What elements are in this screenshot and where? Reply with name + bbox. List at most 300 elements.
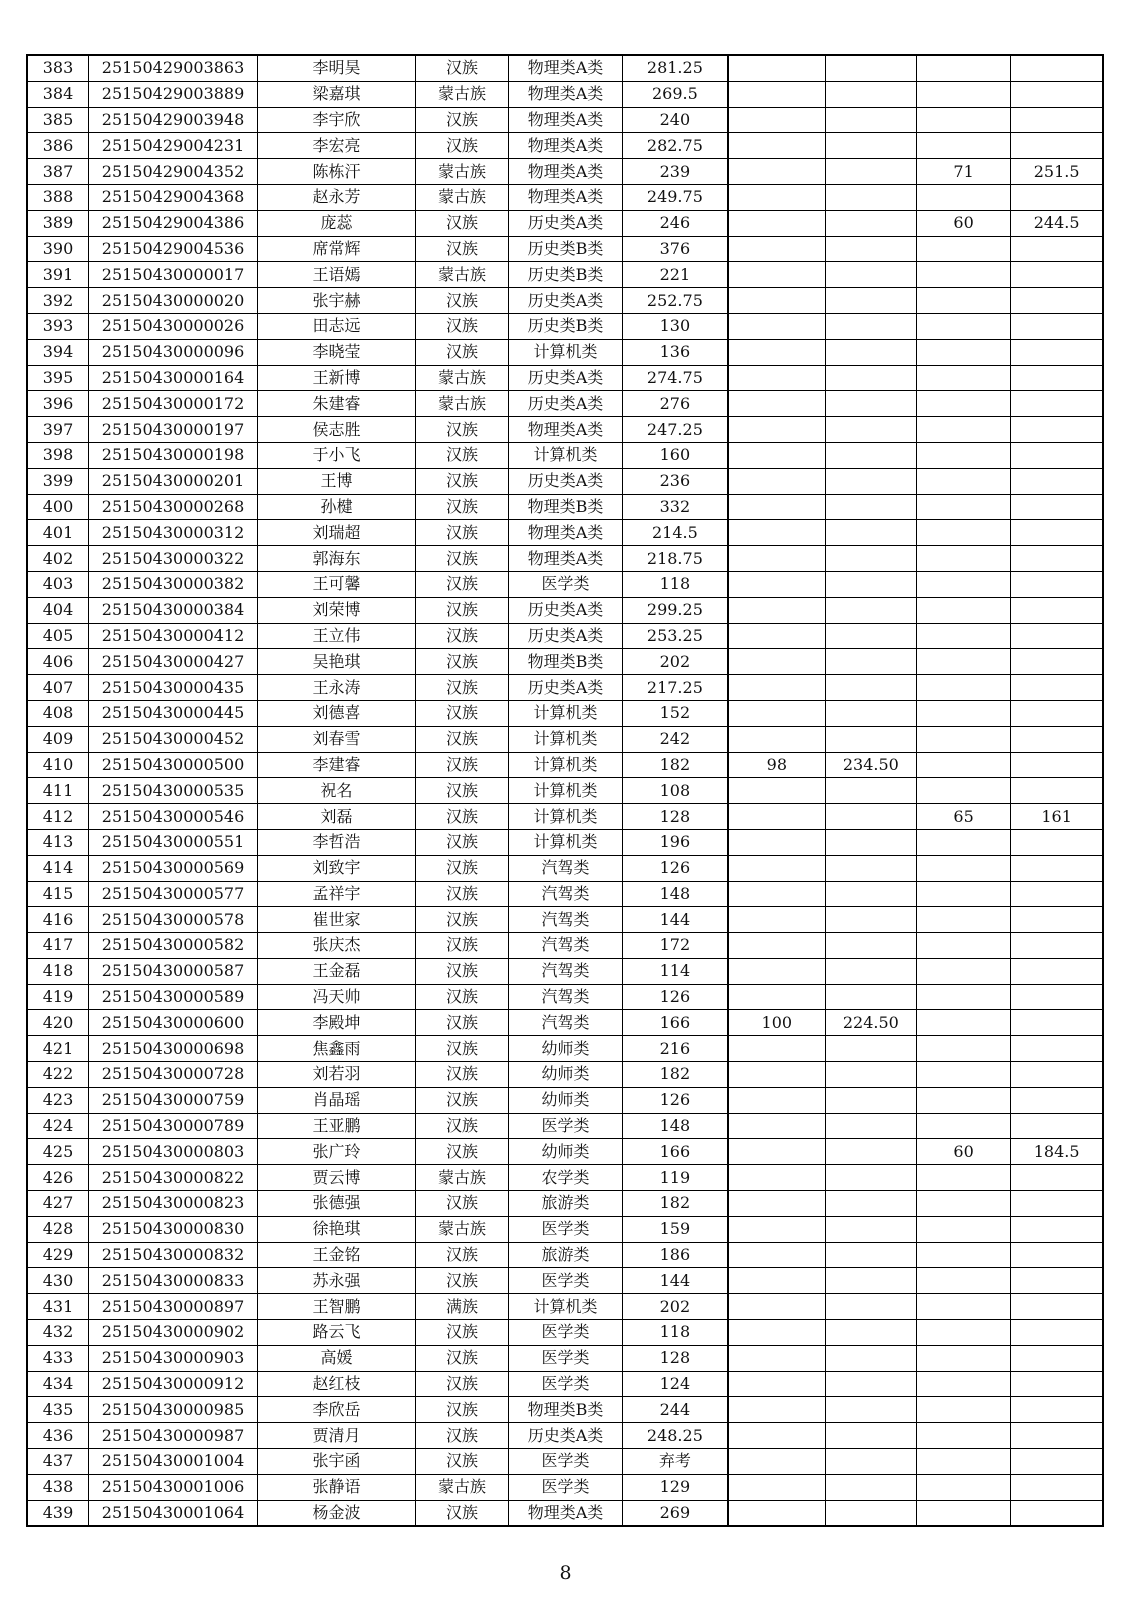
cell-ethnicity: 汉族 [415, 133, 508, 159]
table-row [27, 778, 1103, 804]
cell-score: 281.25 [622, 55, 728, 81]
cell-category: 物理类B类 [509, 1397, 623, 1423]
cell-score: 299.25 [622, 597, 728, 623]
cell-extra-a [728, 1242, 825, 1268]
cell-seq: 399 [27, 468, 88, 494]
cell-total-b [1011, 1500, 1103, 1526]
cell-extra-a [728, 81, 825, 107]
cell-total-b [1011, 597, 1103, 623]
cell-score: 126 [622, 855, 728, 881]
cell-seq: 430 [27, 1268, 88, 1294]
cell-total-b [1011, 546, 1103, 572]
cell-extra-b [916, 391, 1010, 417]
table-row [27, 1062, 1103, 1088]
cell-extra-b [916, 1062, 1010, 1088]
cell-category: 历史类A类 [509, 365, 623, 391]
cell-seq: 414 [27, 855, 88, 881]
cell-category: 历史类B类 [509, 313, 623, 339]
cell-exam-id: 25150430000535 [88, 778, 257, 804]
cell-total-a [825, 1036, 916, 1062]
cell-name: 朱建睿 [258, 391, 416, 417]
cell-extra-b: 65 [916, 804, 1010, 830]
cell-extra-b [916, 1423, 1010, 1449]
cell-extra-b [916, 262, 1010, 288]
cell-extra-a [728, 571, 825, 597]
cell-seq: 395 [27, 365, 88, 391]
table-row [27, 958, 1103, 984]
cell-total-b [1011, 1345, 1103, 1371]
cell-ethnicity: 汉族 [415, 855, 508, 881]
cell-total-a [825, 1087, 916, 1113]
cell-ethnicity: 汉族 [415, 520, 508, 546]
cell-total-a [825, 1449, 916, 1475]
cell-extra-a [728, 1268, 825, 1294]
cell-category: 物理类A类 [509, 159, 623, 185]
cell-total-b [1011, 571, 1103, 597]
cell-total-a [825, 1242, 916, 1268]
cell-category: 计算机类 [509, 442, 623, 468]
cell-extra-a [728, 339, 825, 365]
cell-total-b [1011, 1113, 1103, 1139]
cell-ethnicity: 汉族 [415, 778, 508, 804]
cell-category: 医学类 [509, 1268, 623, 1294]
cell-category: 历史类B类 [509, 262, 623, 288]
cell-extra-a [728, 1216, 825, 1242]
cell-total-b [1011, 649, 1103, 675]
cell-extra-b [916, 778, 1010, 804]
cell-extra-a [728, 726, 825, 752]
cell-total-a [825, 442, 916, 468]
cell-total-a [825, 339, 916, 365]
cell-total-a [825, 829, 916, 855]
cell-category: 物理类A类 [509, 546, 623, 572]
cell-total-a [825, 546, 916, 572]
table-row [27, 546, 1103, 572]
cell-name: 刘春雪 [258, 726, 416, 752]
cell-total-a [825, 1423, 916, 1449]
cell-extra-a: 98 [728, 752, 825, 778]
cell-extra-a [728, 1500, 825, 1526]
cell-ethnicity: 汉族 [415, 933, 508, 959]
cell-extra-a [728, 1397, 825, 1423]
cell-name: 贾云博 [258, 1165, 416, 1191]
cell-extra-b [916, 752, 1010, 778]
cell-exam-id: 25150430001004 [88, 1449, 257, 1475]
cell-name: 王永涛 [258, 675, 416, 701]
cell-total-b [1011, 778, 1103, 804]
cell-extra-a [728, 442, 825, 468]
cell-exam-id: 25150430000759 [88, 1087, 257, 1113]
cell-extra-b [916, 1268, 1010, 1294]
cell-score: 118 [622, 1320, 728, 1346]
cell-ethnicity: 汉族 [415, 958, 508, 984]
cell-extra-b [916, 55, 1010, 81]
cell-exam-id: 25150430000382 [88, 571, 257, 597]
cell-extra-b [916, 1449, 1010, 1475]
cell-extra-a [728, 623, 825, 649]
cell-ethnicity: 汉族 [415, 55, 508, 81]
cell-ethnicity: 汉族 [415, 752, 508, 778]
cell-name: 王金磊 [258, 958, 416, 984]
cell-total-a [825, 907, 916, 933]
table-row [27, 804, 1103, 830]
cell-score: 202 [622, 1294, 728, 1320]
cell-seq: 408 [27, 700, 88, 726]
table-row [27, 81, 1103, 107]
cell-ethnicity: 汉族 [415, 442, 508, 468]
cell-exam-id: 25150430000987 [88, 1423, 257, 1449]
cell-name: 王可馨 [258, 571, 416, 597]
cell-name: 吴艳琪 [258, 649, 416, 675]
cell-total-b [1011, 133, 1103, 159]
cell-total-b [1011, 933, 1103, 959]
cell-extra-b [916, 933, 1010, 959]
cell-exam-id: 25150430000822 [88, 1165, 257, 1191]
cell-exam-id: 25150430000322 [88, 546, 257, 572]
cell-extra-a [728, 958, 825, 984]
cell-ethnicity: 汉族 [415, 1036, 508, 1062]
cell-total-a [825, 1165, 916, 1191]
cell-ethnicity: 汉族 [415, 1242, 508, 1268]
cell-seq: 389 [27, 210, 88, 236]
cell-category: 医学类 [509, 1474, 623, 1500]
cell-ethnicity: 汉族 [415, 468, 508, 494]
cell-seq: 392 [27, 288, 88, 314]
cell-extra-b [916, 81, 1010, 107]
cell-total-b [1011, 1087, 1103, 1113]
cell-exam-id: 25150430000832 [88, 1242, 257, 1268]
table-row [27, 881, 1103, 907]
cell-ethnicity: 汉族 [415, 623, 508, 649]
table-row [27, 1216, 1103, 1242]
cell-extra-b [916, 1371, 1010, 1397]
cell-extra-a [728, 133, 825, 159]
cell-ethnicity: 汉族 [415, 236, 508, 262]
cell-seq: 410 [27, 752, 88, 778]
cell-extra-b [916, 468, 1010, 494]
cell-score: 269 [622, 1500, 728, 1526]
table-row [27, 1139, 1103, 1165]
table-row [27, 907, 1103, 933]
cell-name: 席常辉 [258, 236, 416, 262]
cell-extra-a [728, 907, 825, 933]
cell-extra-b [916, 726, 1010, 752]
cell-seq: 422 [27, 1062, 88, 1088]
table-row [27, 184, 1103, 210]
cell-total-b [1011, 1010, 1103, 1036]
cell-score: 144 [622, 907, 728, 933]
cell-extra-b [916, 1345, 1010, 1371]
cell-score: 118 [622, 571, 728, 597]
cell-total-b [1011, 1165, 1103, 1191]
table-row [27, 1087, 1103, 1113]
cell-exam-id: 25150430000096 [88, 339, 257, 365]
table-row [27, 1294, 1103, 1320]
cell-total-b [1011, 1423, 1103, 1449]
cell-extra-b [916, 107, 1010, 133]
cell-score: 129 [622, 1474, 728, 1500]
cell-name: 贾清月 [258, 1423, 416, 1449]
cell-category: 物理类A类 [509, 184, 623, 210]
cell-score: 126 [622, 1087, 728, 1113]
cell-extra-a [728, 804, 825, 830]
cell-name: 李建睿 [258, 752, 416, 778]
cell-name: 李殿坤 [258, 1010, 416, 1036]
cell-name: 侯志胜 [258, 417, 416, 443]
cell-seq: 411 [27, 778, 88, 804]
table-row [27, 313, 1103, 339]
cell-seq: 424 [27, 1113, 88, 1139]
table-row [27, 442, 1103, 468]
cell-total-a [825, 159, 916, 185]
cell-extra-b [916, 700, 1010, 726]
cell-seq: 438 [27, 1474, 88, 1500]
cell-total-a [825, 1191, 916, 1217]
cell-category: 计算机类 [509, 339, 623, 365]
cell-extra-b [916, 1010, 1010, 1036]
cell-ethnicity: 汉族 [415, 1500, 508, 1526]
cell-score: 160 [622, 442, 728, 468]
cell-total-a: 234.50 [825, 752, 916, 778]
cell-name: 李哲浩 [258, 829, 416, 855]
cell-ethnicity: 汉族 [415, 829, 508, 855]
cell-exam-id: 25150430000164 [88, 365, 257, 391]
cell-extra-a [728, 597, 825, 623]
cell-name: 苏永强 [258, 1268, 416, 1294]
cell-score: 247.25 [622, 417, 728, 443]
cell-ethnicity: 汉族 [415, 417, 508, 443]
cell-score: 166 [622, 1010, 728, 1036]
cell-exam-id: 25150429004231 [88, 133, 257, 159]
cell-category: 物理类B类 [509, 649, 623, 675]
cell-total-b [1011, 829, 1103, 855]
cell-ethnicity: 汉族 [415, 1010, 508, 1036]
cell-ethnicity: 汉族 [415, 1345, 508, 1371]
cell-total-b [1011, 881, 1103, 907]
cell-name: 徐艳琪 [258, 1216, 416, 1242]
cell-exam-id: 25150430000412 [88, 623, 257, 649]
cell-ethnicity: 汉族 [415, 571, 508, 597]
cell-extra-a [728, 1113, 825, 1139]
cell-name: 刘德喜 [258, 700, 416, 726]
cell-category: 幼师类 [509, 1087, 623, 1113]
table-row [27, 1268, 1103, 1294]
cell-extra-b: 71 [916, 159, 1010, 185]
cell-name: 王新博 [258, 365, 416, 391]
cell-total-b [1011, 1294, 1103, 1320]
cell-total-a [825, 1345, 916, 1371]
table-row [27, 159, 1103, 185]
cell-total-a [825, 1474, 916, 1500]
table-row [27, 520, 1103, 546]
cell-score: 108 [622, 778, 728, 804]
cell-score: 148 [622, 1113, 728, 1139]
cell-total-a [825, 726, 916, 752]
cell-category: 历史类B类 [509, 236, 623, 262]
cell-score: 166 [622, 1139, 728, 1165]
cell-total-a [825, 1139, 916, 1165]
cell-total-a [825, 107, 916, 133]
cell-exam-id: 25150429003889 [88, 81, 257, 107]
cell-extra-b [916, 1165, 1010, 1191]
cell-extra-a [728, 933, 825, 959]
cell-extra-b [916, 184, 1010, 210]
cell-category: 汽驾类 [509, 881, 623, 907]
cell-name: 刘若羽 [258, 1062, 416, 1088]
cell-score: 124 [622, 1371, 728, 1397]
cell-ethnicity: 蒙古族 [415, 262, 508, 288]
cell-score: 152 [622, 700, 728, 726]
table-row [27, 649, 1103, 675]
cell-extra-b [916, 546, 1010, 572]
cell-name: 刘致宇 [258, 855, 416, 881]
table-row [27, 391, 1103, 417]
cell-exam-id: 25150430000698 [88, 1036, 257, 1062]
cell-ethnicity: 汉族 [415, 1397, 508, 1423]
cell-total-b [1011, 262, 1103, 288]
cell-name: 李宇欣 [258, 107, 416, 133]
cell-exam-id: 25150430000985 [88, 1397, 257, 1423]
cell-total-a [825, 417, 916, 443]
cell-total-a [825, 81, 916, 107]
cell-category: 汽驾类 [509, 984, 623, 1010]
cell-total-a [825, 184, 916, 210]
cell-name: 刘瑞超 [258, 520, 416, 546]
cell-exam-id: 25150430000589 [88, 984, 257, 1010]
cell-extra-b [916, 855, 1010, 881]
cell-extra-b [916, 1113, 1010, 1139]
cell-name: 张宇赫 [258, 288, 416, 314]
cell-category: 物理类A类 [509, 81, 623, 107]
cell-exam-id: 25150429004352 [88, 159, 257, 185]
cell-exam-id: 25150430000903 [88, 1345, 257, 1371]
cell-name: 刘磊 [258, 804, 416, 830]
cell-category: 物理类A类 [509, 417, 623, 443]
cell-total-a [825, 571, 916, 597]
table-row [27, 675, 1103, 701]
cell-name: 李明昊 [258, 55, 416, 81]
cell-seq: 417 [27, 933, 88, 959]
cell-seq: 413 [27, 829, 88, 855]
cell-total-a [825, 855, 916, 881]
cell-total-b [1011, 726, 1103, 752]
cell-extra-b [916, 623, 1010, 649]
cell-ethnicity: 蒙古族 [415, 365, 508, 391]
cell-name: 张广玲 [258, 1139, 416, 1165]
cell-name: 孟祥宇 [258, 881, 416, 907]
cell-extra-b [916, 1242, 1010, 1268]
cell-category: 医学类 [509, 1216, 623, 1242]
cell-total-b [1011, 752, 1103, 778]
cell-category: 计算机类 [509, 700, 623, 726]
cell-seq: 406 [27, 649, 88, 675]
cell-seq: 386 [27, 133, 88, 159]
table-row [27, 468, 1103, 494]
cell-exam-id: 25150430000445 [88, 700, 257, 726]
cell-score: 216 [622, 1036, 728, 1062]
cell-exam-id: 25150430000823 [88, 1191, 257, 1217]
cell-exam-id: 25150430000912 [88, 1371, 257, 1397]
cell-category: 物理类A类 [509, 1500, 623, 1526]
cell-category: 物理类A类 [509, 133, 623, 159]
table-row [27, 1036, 1103, 1062]
cell-extra-b: 60 [916, 210, 1010, 236]
cell-ethnicity: 蒙古族 [415, 1474, 508, 1500]
cell-exam-id: 25150430000803 [88, 1139, 257, 1165]
cell-total-a [825, 520, 916, 546]
cell-seq: 396 [27, 391, 88, 417]
cell-category: 物理类A类 [509, 55, 623, 81]
cell-ethnicity: 汉族 [415, 546, 508, 572]
cell-extra-b: 60 [916, 1139, 1010, 1165]
cell-total-b [1011, 1036, 1103, 1062]
cell-score: 249.75 [622, 184, 728, 210]
cell-exam-id: 25150430000578 [88, 907, 257, 933]
score-table [26, 54, 1104, 1527]
cell-category: 物理类A类 [509, 107, 623, 133]
cell-extra-b [916, 907, 1010, 933]
cell-extra-a [728, 1320, 825, 1346]
cell-extra-b [916, 236, 1010, 262]
cell-category: 汽驾类 [509, 907, 623, 933]
cell-score: 186 [622, 1242, 728, 1268]
cell-exam-id: 25150430000026 [88, 313, 257, 339]
cell-name: 王亚鹏 [258, 1113, 416, 1139]
cell-exam-id: 25150430000201 [88, 468, 257, 494]
cell-total-b [1011, 907, 1103, 933]
cell-extra-a [728, 1036, 825, 1062]
table-row [27, 1113, 1103, 1139]
table-row [27, 1010, 1103, 1036]
table-row [27, 1191, 1103, 1217]
cell-total-b [1011, 1242, 1103, 1268]
cell-category: 计算机类 [509, 804, 623, 830]
cell-extra-a [728, 1087, 825, 1113]
cell-ethnicity: 汉族 [415, 1320, 508, 1346]
cell-category: 医学类 [509, 1113, 623, 1139]
cell-category: 计算机类 [509, 752, 623, 778]
table-row [27, 984, 1103, 1010]
cell-extra-a [728, 778, 825, 804]
cell-seq: 426 [27, 1165, 88, 1191]
cell-seq: 394 [27, 339, 88, 365]
cell-seq: 421 [27, 1036, 88, 1062]
cell-total-a [825, 1062, 916, 1088]
cell-total-b: 251.5 [1011, 159, 1103, 185]
cell-name: 孙楗 [258, 494, 416, 520]
cell-score: 182 [622, 1062, 728, 1088]
cell-seq: 418 [27, 958, 88, 984]
cell-total-a [825, 133, 916, 159]
cell-score: 218.75 [622, 546, 728, 572]
cell-score: 196 [622, 829, 728, 855]
cell-total-a [825, 1216, 916, 1242]
cell-name: 肖晶瑶 [258, 1087, 416, 1113]
cell-ethnicity: 汉族 [415, 700, 508, 726]
cell-exam-id: 25150430000435 [88, 675, 257, 701]
cell-name: 张静语 [258, 1474, 416, 1500]
table-row [27, 726, 1103, 752]
table-row [27, 1165, 1103, 1191]
table-row [27, 1371, 1103, 1397]
cell-score: 269.5 [622, 81, 728, 107]
cell-ethnicity: 汉族 [415, 339, 508, 365]
cell-seq: 402 [27, 546, 88, 572]
cell-exam-id: 25150430000197 [88, 417, 257, 443]
cell-name: 刘荣博 [258, 597, 416, 623]
cell-ethnicity: 汉族 [415, 804, 508, 830]
cell-exam-id: 25150430000268 [88, 494, 257, 520]
